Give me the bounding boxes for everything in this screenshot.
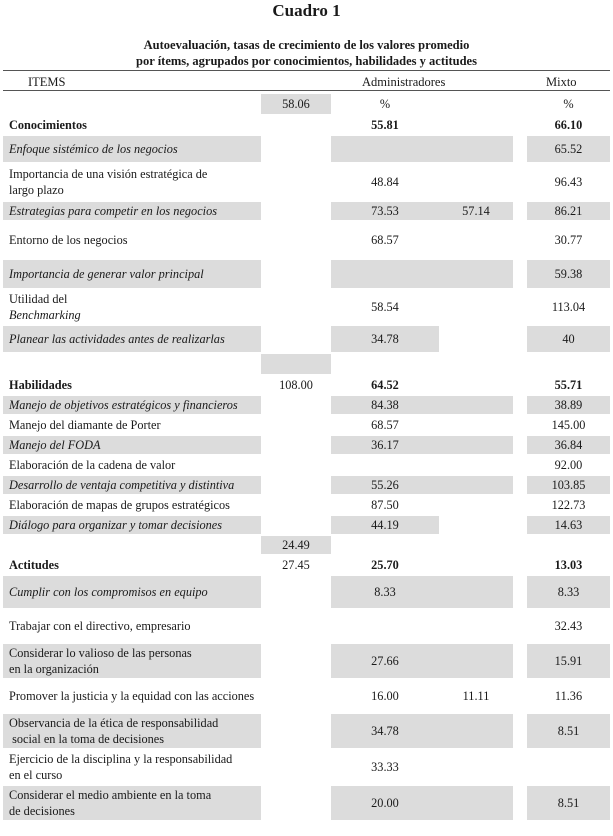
- cell-adm: 55.26: [331, 476, 439, 494]
- row-label-line2: de decisiones: [9, 804, 75, 818]
- cell-mixto: 145.00: [551, 418, 586, 432]
- cell-adm: 84.38: [331, 396, 439, 414]
- cell-value: [261, 750, 331, 784]
- table-row: [3, 576, 610, 608]
- row-label-line2: Benchmarking: [9, 308, 81, 322]
- row-label-line1: Utilidad del: [9, 292, 68, 306]
- table-row: [3, 164, 610, 200]
- row-label: Cumplir con los compromisos en equipo: [3, 576, 261, 608]
- cell-value: [261, 260, 331, 288]
- row-label: [3, 164, 261, 200]
- cell-value: [261, 516, 331, 534]
- cell-value: [261, 116, 331, 134]
- cell-mixto: 8.51: [527, 786, 610, 820]
- table-row: [3, 456, 610, 474]
- table-row: [3, 202, 610, 220]
- row-label: Elaboración de mapas de grupos estratégicos: [9, 498, 230, 512]
- cell-mixto: 32.43: [554, 619, 583, 633]
- table-subtitle-line2: por ítems, agrupados por conocimientos, habilidades y actitudes: [136, 54, 477, 68]
- table-row: [3, 136, 610, 162]
- cell-adm: 44.19: [331, 516, 439, 534]
- spacer-row: [3, 354, 610, 374]
- table-row: [3, 680, 610, 712]
- section-row: [3, 376, 610, 394]
- cell-value: [439, 476, 513, 494]
- row-label-line2: en el curso: [9, 768, 63, 782]
- cell-value: [439, 610, 513, 642]
- cell-value: [261, 222, 331, 258]
- section-label: Conocimientos: [9, 118, 87, 132]
- cell-value: [439, 436, 513, 454]
- cell-mixto: 86.21: [527, 202, 610, 220]
- cell-adm: 36.17: [331, 436, 439, 454]
- cell-mixto: [527, 750, 610, 784]
- cell-adm: 55.81: [371, 118, 399, 132]
- table-row: [3, 222, 610, 258]
- cell-value: [261, 610, 331, 642]
- cell-mixto: 14.63: [527, 516, 610, 534]
- cell-value: [439, 496, 513, 514]
- row-label: Elaboración de la cadena de valor: [9, 458, 176, 472]
- cell-value: [439, 750, 513, 784]
- header-items: ITEMS: [28, 75, 66, 89]
- cell-value: [261, 416, 331, 434]
- cell-mixto: 59.38: [527, 260, 610, 288]
- row-label: Estrategias para competir en los negocios: [3, 202, 261, 220]
- table-row: [3, 260, 610, 288]
- cell-value: 108.00: [279, 378, 313, 392]
- cell-value: [439, 290, 513, 324]
- row-label-line2: social en la toma de decisiones: [9, 732, 165, 746]
- cell-adm: [331, 260, 439, 288]
- cell-value: [261, 576, 331, 608]
- cell-mixto: 66.10: [554, 118, 583, 132]
- cell-adm: 27.66: [331, 644, 439, 678]
- cell-adm: 33.33: [371, 760, 399, 774]
- row-label: [3, 714, 261, 748]
- table-row: [3, 396, 610, 414]
- cell-mixto: 15.91: [527, 644, 610, 678]
- cell-value: [439, 576, 513, 608]
- row-label: Importancia de generar valor principal: [3, 260, 261, 288]
- cell-value: [261, 202, 331, 220]
- cell-adm: 64.52: [371, 378, 399, 392]
- row-label: [3, 786, 261, 820]
- row-label: Promover la justicia y la equidad con las acciones: [9, 689, 255, 703]
- cell-adm: [331, 456, 439, 474]
- stray-value: 24.49: [261, 536, 331, 554]
- row-label: Desarrollo de ventaja competitiva y distintiva: [3, 476, 261, 494]
- units-row: [3, 94, 610, 114]
- cell-mixto: 122.73: [551, 498, 586, 512]
- cell-value: [261, 436, 331, 454]
- cell-adm: 68.57: [371, 418, 399, 432]
- cell-mixto: 103.85: [527, 476, 610, 494]
- section-label: Habilidades: [9, 378, 72, 392]
- cell-value: [261, 476, 331, 494]
- cell-value: 11.11: [462, 689, 490, 703]
- table-title: Cuadro 1: [272, 1, 341, 20]
- header-mixto: Mixto: [546, 75, 577, 89]
- cell-mixto: 8.33: [527, 576, 610, 608]
- cell-mixto: 38.89: [527, 396, 610, 414]
- cell-value: [439, 786, 513, 820]
- cell-value: [439, 396, 513, 414]
- cell-value: [439, 164, 513, 200]
- cell-value: [439, 136, 513, 162]
- row-label: Diálogo para organizar y tomar decisiones: [3, 516, 261, 534]
- cell-value: [439, 222, 513, 258]
- cell-adm: 73.53: [331, 202, 439, 220]
- cell-adm: 25.70: [371, 558, 399, 572]
- table-row: [3, 516, 610, 534]
- cell-mixto: 113.04: [551, 300, 586, 314]
- cell-adm: 16.00: [371, 689, 399, 703]
- cell-adm: 68.57: [371, 233, 399, 247]
- cell-value: [261, 786, 331, 820]
- section-row: [3, 116, 610, 134]
- cell-mixto: 40: [527, 326, 610, 352]
- data-table: [3, 92, 610, 822]
- cell-value: [261, 714, 331, 748]
- cell-mixto: 92.00: [554, 458, 583, 472]
- row-label-line2: en la organización: [9, 662, 99, 676]
- cell-mixto: 96.43: [554, 175, 583, 189]
- row-label-line1: Importancia de una visión estratégica de: [9, 167, 208, 181]
- row-label: [3, 644, 261, 678]
- cell-mixto: 13.03: [554, 558, 583, 572]
- cell-value: [439, 260, 513, 288]
- header-rule: [3, 90, 610, 91]
- cell-value: [439, 714, 513, 748]
- table-row: [3, 786, 610, 820]
- section-row: [3, 556, 610, 574]
- cell-value: [439, 116, 513, 134]
- cell-adm: 20.00: [331, 786, 439, 820]
- cell-value: [261, 456, 331, 474]
- cell-value: [439, 516, 513, 534]
- cell-adm: 8.33: [331, 576, 439, 608]
- cell-value: [439, 556, 513, 574]
- row-label: Manejo del FODA: [3, 436, 261, 454]
- top-rule: [3, 70, 610, 71]
- cell-adm: 48.84: [371, 175, 399, 189]
- table-subtitle-line1: Autoevaluación, tasas de crecimiento de los valores promedio: [143, 38, 470, 52]
- table-row: [3, 436, 610, 454]
- cell-value: [261, 680, 331, 712]
- cell-value: [439, 326, 513, 352]
- cell-value: 57.14: [439, 202, 513, 220]
- row-label-line1: Considerar el medio ambiente en la toma: [9, 788, 212, 802]
- row-label: Entorno de los negocios: [9, 233, 128, 247]
- cell-mixto: 55.71: [554, 378, 583, 392]
- cell-value: [261, 290, 331, 324]
- row-label: [3, 290, 261, 324]
- table-row: [3, 416, 610, 434]
- cell-adm: [331, 136, 439, 162]
- row-label-line1: Observancia de la ética de responsabilidad: [9, 716, 219, 730]
- cell-adm: [331, 610, 439, 642]
- cell-value: 27.45: [282, 558, 310, 572]
- row-label: Manejo de objetivos estratégicos y financieros: [3, 396, 261, 414]
- cell-value: [261, 326, 331, 352]
- cell-value: [261, 136, 331, 162]
- table-row: [3, 326, 610, 352]
- row-label: Planear las actividades antes de realizarlas: [3, 326, 261, 352]
- table-row: [3, 644, 610, 678]
- cell-adm: 87.50: [371, 498, 399, 512]
- cell-adm: 34.78: [331, 326, 439, 352]
- cell-adm: 34.78: [331, 714, 439, 748]
- table-row: [3, 476, 610, 494]
- table-row: [3, 750, 610, 784]
- cell-mixto: 36.84: [527, 436, 610, 454]
- table-row: [3, 610, 610, 642]
- cell-adm: 58.54: [371, 300, 399, 314]
- row-label: Manejo del diamante de Porter: [9, 418, 161, 432]
- table-row: [3, 714, 610, 748]
- unit-mixto: %: [563, 97, 574, 111]
- cell-mixto: 8.51: [527, 714, 610, 748]
- cell-value: [261, 496, 331, 514]
- cell-mixto: 11.36: [554, 689, 583, 703]
- row-label-line1: Considerar lo valioso de las personas: [9, 646, 192, 660]
- cell-value: [439, 416, 513, 434]
- cell-value: [439, 644, 513, 678]
- row-label-line1: Ejercicio de la disciplina y la responsabilidad: [9, 752, 233, 766]
- header-administradores: Administradores: [362, 75, 446, 89]
- cell-value: [261, 644, 331, 678]
- row-label-line2: largo plazo: [9, 183, 64, 197]
- stray-value: 58.06: [261, 94, 331, 114]
- unit-adm: %: [379, 97, 391, 111]
- spacer-row: [3, 536, 610, 554]
- cell-value: [439, 456, 513, 474]
- row-label: [3, 750, 261, 784]
- cell-mixto: 30.77: [554, 233, 583, 247]
- table-row: [3, 496, 610, 514]
- cell-value: [439, 376, 513, 394]
- row-label: Enfoque sistémico de los negocios: [3, 136, 261, 162]
- row-label: Trabajar con el directivo, empresario: [9, 619, 191, 633]
- cell-value: [261, 164, 331, 200]
- cell-value: [261, 396, 331, 414]
- table-row: [3, 290, 610, 324]
- cell-mixto: 65.52: [527, 136, 610, 162]
- section-label: Actitudes: [9, 558, 59, 572]
